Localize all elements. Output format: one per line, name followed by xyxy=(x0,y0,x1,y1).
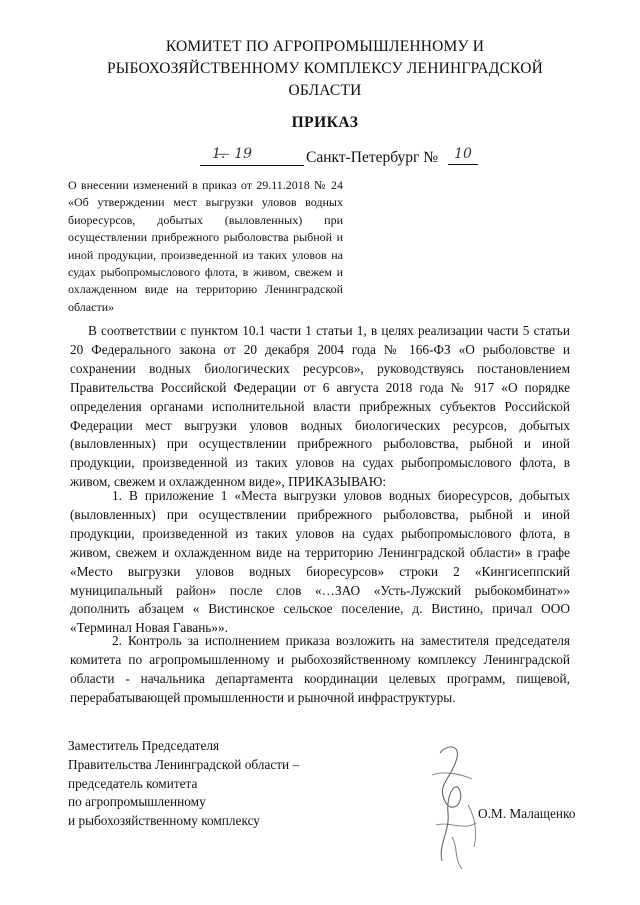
preamble-paragraph: В соответствии с пунктом 10.1 части 1 статьи 1, в целях реализации части 5 статьи 20 Федерального закона от 20 декабря 2004 года № 166-ФЗ «О рыболовстве и сохранении водных биологических ресурсов», руководствуясь постановлением Правительства Российской Федерации от 6 августа 2018 года № 917 «О порядке определения органами исполнительной власти прибрежных субъектов Российской Федерации мест выгрузки уловов водных биологических ресурсов, добытых (выловленных) при осуществлении прибрежного рыболовства, рыбной и иной продукции, произведенной из таких уловов на судах рыбопромыслового флота, в живом, свежем и охлажденном виде», ПРИКАЗЫВАЮ: xyxy=(70,323,570,490)
handwritten-date: 1.̶ ̶ 19 xyxy=(212,146,253,162)
order-item-2: 2. Контроль за исполнением приказа возложить на заместителя председателя комитета по агропромышленному и рыбохозяйственному комплексу Ленинградской области - начальника департамента координации целевых программ, пищевой, перерабатывающей промышленности и рыночной инфраструктуры. xyxy=(70,633,570,705)
signer-position-line-4: по агропромышленному xyxy=(68,794,206,810)
signer-position-line-2: Правительства Ленинградской области – xyxy=(68,756,300,772)
document-type-title: ПРИКАЗ xyxy=(291,114,359,131)
committee-line-2: РЫБОХОЗЯЙСТВЕННОМУ КОМПЛЕКСУ ЛЕНИНГРАДСКОЙ xyxy=(106,60,544,77)
city-label: Санкт-Петербург № xyxy=(306,149,439,166)
committee-line-3: ОБЛАСТИ xyxy=(288,82,362,99)
signer-position-line-5: и рыбохозяйственному комплексу xyxy=(68,813,260,829)
signer-position-line-3: председатель комитета xyxy=(68,775,198,791)
committee-header xyxy=(80,36,570,102)
date-and-number-line xyxy=(200,146,570,171)
committee-line-1: КОМИТЕТ ПО АГРОПРОМЫШЛЕННОМУ И xyxy=(165,38,485,55)
order-subject: О внесении изменений в приказ от 29.11.2018 № 24 «Об утверждении мест выгрузки уловов водных биоресурсов, добытых (выловленных) при осуществлении прибрежного рыболовства рыбной и иной продукции, произведенной из таких уловов на судах рыбопромыслового флота, в живом, свежем и охлажденном виде на территорию Ленинградской области» xyxy=(68,178,343,314)
handwritten-order-number: 10 xyxy=(448,146,478,165)
handwritten-signature xyxy=(418,735,498,875)
order-item-1: 1. В приложение 1 «Места выгрузки уловов водных биоресурсов, добытых (выловленных) при осуществлении прибрежного рыболовства, рыбной и иной продукции, произведенной из таких уловов на судах рыбопромыслового флота, в живом, свежем и охлажденном виде на территорию Ленинградской области» в графе «Место выгрузки уловов водных биоресурсов» строки 2 «Кингисеппский муниципальный район» после слов «…ЗАО «Усть-Лужский рыбокомбинат»» дополнить абзацем « Вистинское сельское поселение, д. Вистино, причал ООО «Терминал Новая Гавань»». xyxy=(70,488,570,636)
signer-name: О.М. Малащенко xyxy=(478,806,576,821)
date-field xyxy=(200,146,304,166)
signer-position-line-1: Заместитель Председателя xyxy=(68,738,220,753)
signer-position-block xyxy=(68,737,368,831)
